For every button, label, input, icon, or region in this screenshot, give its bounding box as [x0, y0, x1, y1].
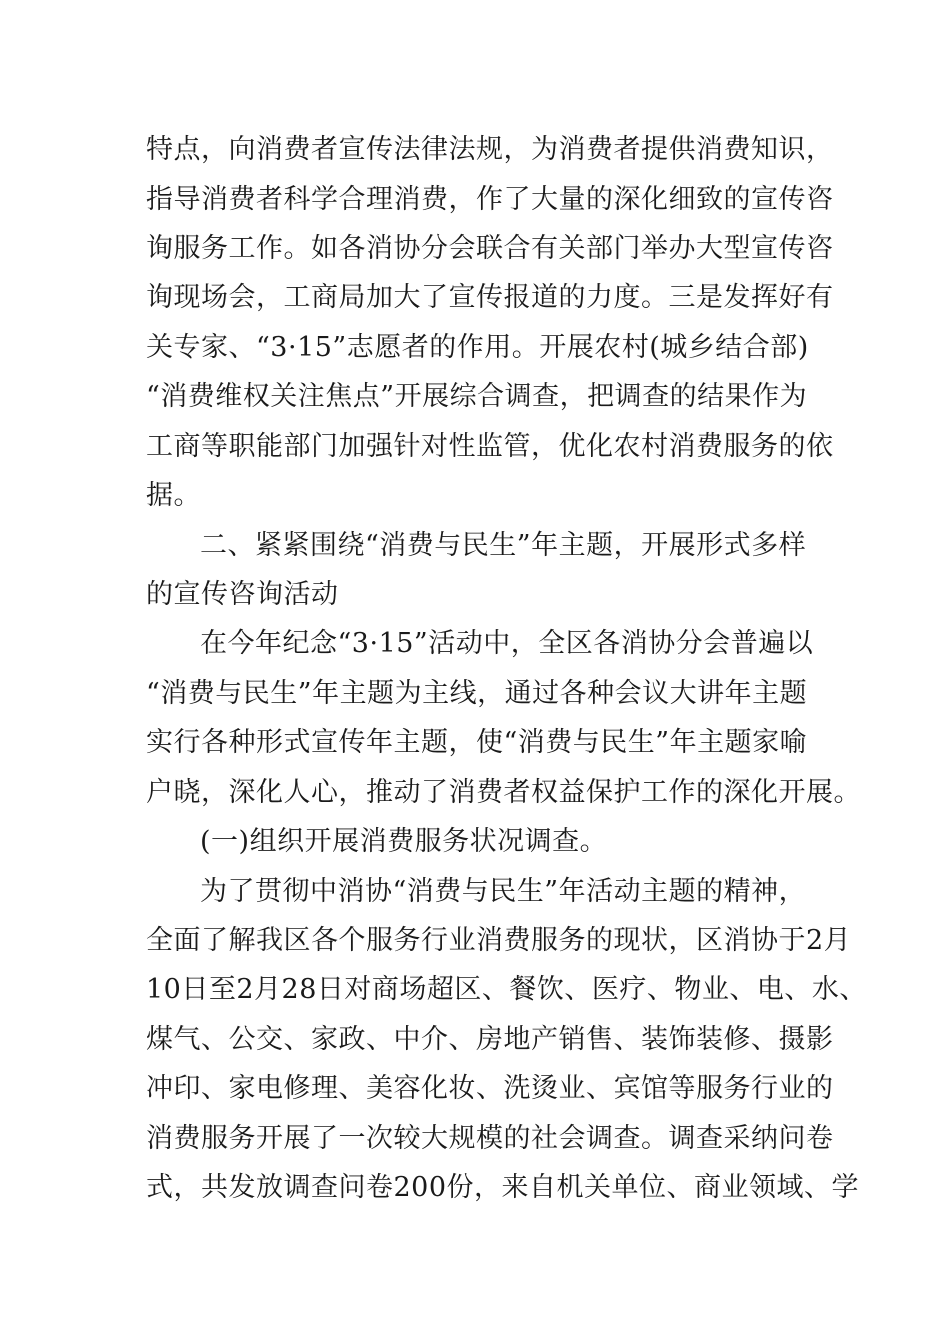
body-text-line: 为了贯彻中消协“消费与民生”年活动主题的精神， — [200, 876, 807, 907]
body-text-line: 全面了解我区各个服务行业消费服务的现状，区消协于2月 — [146, 925, 852, 956]
body-text-line: 关专家、“3·15”志愿者的作用。开展农村(城乡结合部) — [146, 332, 809, 363]
section-heading-continued: 的宣传咨询活动 — [146, 579, 339, 610]
section-heading: 二、紧紧围绕“消费与民生”年主题，开展形式多样 — [200, 530, 807, 561]
body-text-line: 工商等职能部门加强针对性监管，优化农村消费服务的依 — [146, 431, 834, 462]
body-text-line: “消费与民生”年主题为主线，通过各种会议大讲年主题 — [146, 678, 808, 709]
body-text-line: 式，共发放调查问卷200份，来自机关单位、商业领域、学 — [146, 1172, 860, 1203]
body-text-line: 消费服务开展了一次较大规模的社会调查。调查采纳问卷 — [146, 1123, 834, 1154]
body-text-line: 在今年纪念“3·15”活动中，全区各消协分会普遍以 — [200, 628, 814, 659]
body-text-line: 10日至2月28日对商场超区、餐饮、医疗、物业、电、水、 — [146, 974, 867, 1005]
subsection-heading: (一)组织开展消费服务状况调查。 — [200, 826, 608, 857]
body-text-line: 据。 — [146, 480, 201, 511]
body-text-line: “消费维权关注焦点”开展综合调查，把调查的结果作为 — [146, 381, 808, 412]
body-text-line: 特点，向消费者宣传法律法规，为消费者提供消费知识， — [146, 134, 834, 165]
body-text-line: 询服务工作。如各消协分会联合有关部门举办大型宣传咨 — [146, 233, 834, 264]
body-text-line: 煤气、公交、家政、中介、房地产销售、装饰装修、摄影 — [146, 1024, 834, 1055]
body-text-line: 冲印、家电修理、美容化妆、洗烫业、宾馆等服务行业的 — [146, 1073, 834, 1104]
body-text-line: 户晓，深化人心，推动了消费者权益保护工作的深化开展。 — [146, 777, 861, 808]
body-text-line: 实行各种形式宣传年主题，使“消费与民生”年主题家喻 — [146, 727, 808, 758]
body-text-line: 指导消费者科学合理消费，作了大量的深化细致的宣传咨 — [146, 184, 834, 215]
body-text-line: 询现场会，工商局加大了宣传报道的力度。三是发挥好有 — [146, 282, 834, 313]
